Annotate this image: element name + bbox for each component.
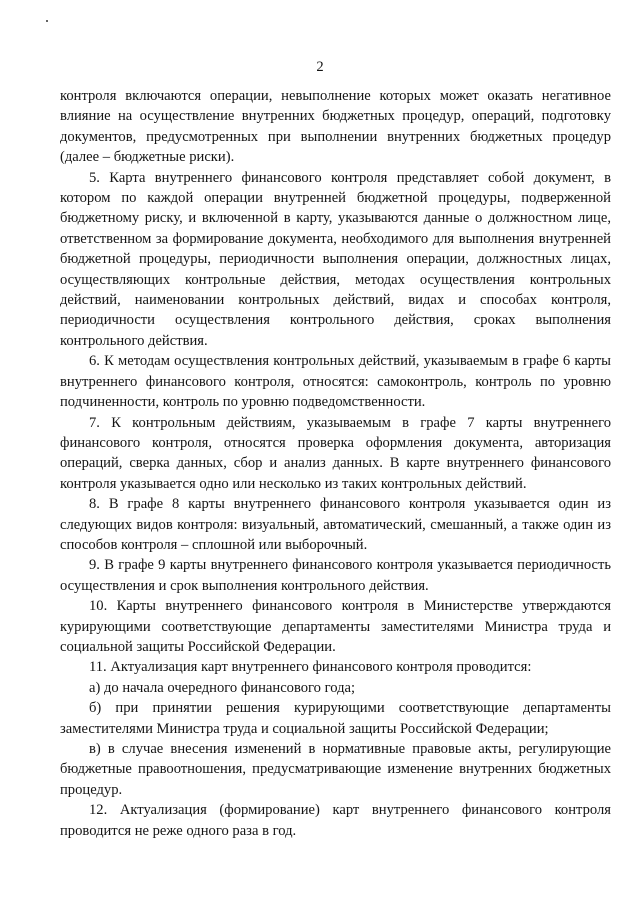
paragraph-5: 5. Карта внутреннего финансового контроля представляет собой документ, в котором по каждой операции внутренней бюджетной процедуры, подверженной бюджетному риску, и включенной в карту, указываются данные о должностном лице, ответственном за формирование документа, необходимого для выполнения внутренней бюджетной процедуры, периодичности выполнения операции, должностных лицах, осуществляющих контрольные действия, методах осуществления контрольных действий, наименовании контрольных действий, видах и способах контроля, периодичности осуществления контрольного действия, сроках выполнения контрольного действия. xyxy=(60,169,611,349)
paragraph-12: 12. Актуализация (формирование) карт внутреннего финансового контроля проводится не реже одного раза в год. xyxy=(60,802,611,839)
paragraph-9: 9. В графе 9 карты внутреннего финансового контроля указывается периодичность осуществления и срок выполнения контрольного действия. xyxy=(60,557,611,594)
list-item-b: б) при принятии решения курирующими соответствующие департаменты заместителями Министра труда и социальной защиты Российской Федерации; xyxy=(60,700,611,737)
paragraph-10: 10. Карты внутреннего финансового контроля в Министерстве утверждаются курирующими соответствующие департаменты заместителями Министра труда и социальной защиты Российской Федерации. xyxy=(60,598,611,655)
scan-speck xyxy=(46,20,48,22)
paragraph-7: 7. К контрольным действиям, указываемым в графе 7 карты внутреннего финансового контроля, относятся проверка оформления документа, авторизация операций, сверка данных, сбор и анализ данных. В карте внутреннего финансового контроля указывается одно или несколько из таких контрольных действий. xyxy=(60,414,611,492)
paragraph-6: 6. К методам осуществления контрольных действий, указываемым в графе 6 карты внутреннего финансового контроля, относятся: самоконтроль, контроль по уровню подчиненности, контроль по уровню подведомственности. xyxy=(60,353,611,411)
list-item-a: а) до начала очередного финансового года; xyxy=(89,679,356,696)
paragraph-8: 8. В графе 8 карты внутреннего финансового контроля указывается один из следующих видов контроля: визуальный, автоматический, смешанный, а также один из способов контроля – сплошной или выборочный. xyxy=(60,496,611,553)
document-body xyxy=(60,86,611,841)
page-number: 2 xyxy=(316,59,324,75)
list-item-c: в) в случае внесения изменений в нормативные правовые акты, регулирующие бюджетные правоотношения, предусматривающие изменение внутренних бюджетных процедур. xyxy=(60,741,611,798)
paragraph-continuation: контроля включаются операции, невыполнение которых может оказать негативное влияние на осуществление внутренних бюджетных процедур, операций, подготовку документов, предусмотренных при выполнении внутренних бюджетных процедур (далее – бюджетные риски). xyxy=(60,88,611,166)
paragraph-11: 11. Актуализация карт внутреннего финансового контроля проводится: xyxy=(89,659,532,676)
